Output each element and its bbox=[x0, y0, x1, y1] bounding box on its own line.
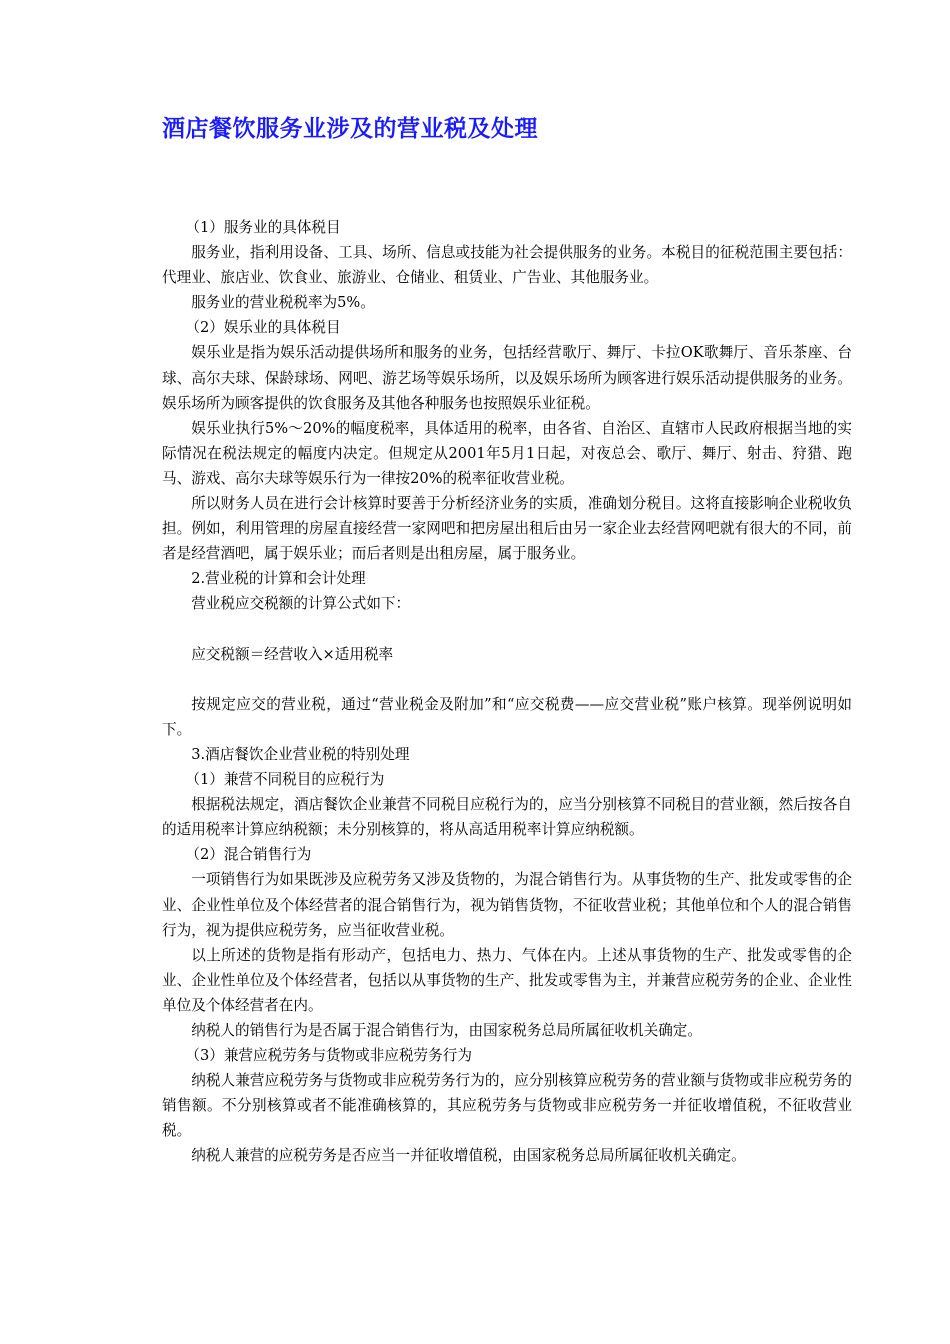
paragraph: 娱乐业执行5%～20%的幅度税率，具体适用的税率，由各省、自治区、直辖市人民政府根据当地的实际情况在税法规定的幅度内决定。但规定从2001年5月1日起，对夜总会、歌厅、舞厅、射击、狩猎、跑马、游戏、高尔夫球等娱乐行为一律按20%的税率征收营业税。 bbox=[162, 419, 852, 487]
paragraph: 服务业，指利用设备、工具、场所、信息或技能为社会提供服务的业务。本税目的征税范围主要包括：代理业、旅店业、饮食业、旅游业、仓储业、租赁业、广告业、其他服务业。 bbox=[162, 244, 852, 287]
paragraph: 所以财务人员在进行会计核算时要善于分析经济业务的实质，准确划分税目。这将直接影响企业税收负担。例如，利用管理的房屋直接经营一家网吧和把房屋出租后由另一家企业去经营网吧就有很大的不同，前者是经营酒吧，属于娱乐业；而后者则是出租房屋，属于服务业。 bbox=[162, 495, 852, 563]
section-subheading: （2）混合销售行为 bbox=[185, 846, 312, 864]
document-title: 酒店餐饮服务业涉及的营业税及处理 bbox=[162, 116, 538, 142]
paragraph: 纳税人兼营应税劳务与货物或非应税劳务行为的，应分别核算应税劳务的营业额与货物或非应税劳务的销售额。不分别核算或者不能准确核算的，其应税劳务与货物或非应税劳务一并征收增值税，不征收营业税。 bbox=[162, 1072, 852, 1140]
paragraph: 一项销售行为如果既涉及应税劳务又涉及货物的，为混合销售行为。从事货物的生产、批发或零售的企业、企业性单位及个体经营者的混合销售行为，视为销售货物，不征收营业税；其他单位和个人的混合销售行为，视为提供应税劳务，应当征收营业税。 bbox=[162, 871, 852, 939]
section-subheading: （2）娱乐业的具体税目 bbox=[185, 319, 341, 337]
paragraph: 按规定应交的营业税，通过“营业税金及附加”和“应交税费——应交营业税”账户核算。现举例说明如下。 bbox=[162, 695, 852, 738]
document-body bbox=[162, 215, 852, 1169]
section-subheading: （3）兼营应税劳务与货物或非应税劳务行为 bbox=[185, 1047, 472, 1065]
paragraph: 2.营业税的计算和会计处理 bbox=[191, 570, 366, 588]
blank-line bbox=[162, 667, 852, 692]
section-subheading: （1）服务业的具体税目 bbox=[185, 219, 341, 236]
paragraph: 根据税法规定，酒店餐饮企业兼营不同税目应税行为的，应当分别核算不同税目的营业额，然后按各自的适用税率计算应纳税额；未分别核算的，将从高适用税率计算应纳税额。 bbox=[162, 796, 852, 839]
paragraph: 以上所述的货物是指有形动产，包括电力、热力、气体在内。上述从事货物的生产、批发或零售的企业、企业性单位及个体经营者，包括以从事货物的生产、批发或零售为主，并兼营应税劳务的企业、企业性单位及个体经营者在内。 bbox=[162, 946, 852, 1014]
paragraph: 娱乐业是指为娱乐活动提供场所和服务的业务，包括经营歌厅、舞厅、卡拉OK歌舞厅、音乐茶座、台球、高尔夫球、保龄球场、网吧、游艺场等娱乐场所，以及娱乐场所为顾客进行娱乐活动提供服务的业务。娱乐场所为顾客提供的饮食服务及其他各种服务也按照娱乐业征税。 bbox=[162, 344, 852, 412]
blank-line bbox=[162, 617, 852, 642]
paragraph: 纳税人的销售行为是否属于混合销售行为，由国家税务总局所属征收机关确定。 bbox=[191, 1022, 702, 1039]
paragraph: 服务业的营业税税率为5%。 bbox=[191, 294, 375, 312]
paragraph: 纳税人兼营的应税劳务是否应当一并征收增值税，由国家税务总局所属征收机关确定。 bbox=[191, 1147, 746, 1165]
paragraph: 应交税额＝经营收入×适用税率 bbox=[191, 645, 394, 663]
paragraph: 营业税应交税额的计算公式如下： bbox=[191, 595, 411, 613]
paragraph: 3.酒店餐饮企业营业税的特别处理 bbox=[191, 745, 410, 763]
section-subheading: （1）兼营不同税目的应税行为 bbox=[185, 771, 385, 789]
